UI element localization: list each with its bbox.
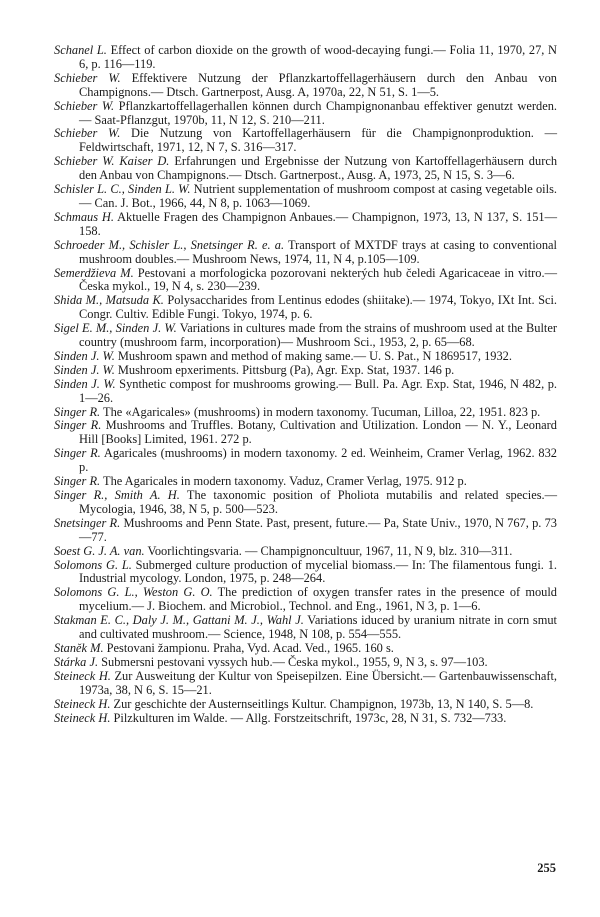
reference-entry [54,72,557,100]
reference-author: Solomons G. L., Weston G. O. [54,585,213,600]
reference-entry [54,183,557,211]
reference-entry [54,489,557,517]
reference-author: Singer R. [54,418,102,433]
reference-text: Polysaccharides from Lentinus edodes (shiitake).— 1974, Tokyo, IXt Int. Sci. Congr. Cultiv. Edible Fungi. Tokyo, 1974, p. 6. [79,293,557,322]
reference-author: Steineck H. [54,696,111,711]
reference-text: Zur geschichte der Austernseitlings Kultur. Champignon, 1973b, 13, N 140, S. 5—8. [110,696,534,711]
reference-entry [54,294,557,322]
reference-entry [54,100,557,128]
reference-text: Transport of MXTDF trays at casing to conventional mushroom doubles.— Mushroom News, 1974, 11, N 4, p.105—109. [79,237,557,266]
reference-entry [54,364,557,378]
reference-entry [54,44,557,72]
reference-author: Sinden J. W. [54,376,116,391]
reference-text: Pestovani žampionu. Praha, Vyd. Acad. Ved., 1965. 160 s. [103,640,394,655]
reference-entry [54,545,557,559]
reference-author: Semerdžieva M. [54,265,134,280]
reference-entry [54,350,557,364]
reference-author: Schieber W. Kaiser D. [54,154,170,169]
reference-text: Voorlichtingsvaria. — Champignoncultuur, 1967, 11, N 9, blz. 310—311. [144,543,513,558]
reference-text: Synthetic compost for mushrooms growing.— Bull. Pa. Agr. Exp. Stat, 1946, N 482, p. 1—26. [79,376,558,405]
reference-text: Variations iduced by uranium nitrate in corn smut and cultivated mushroom.— Science, 1948, N 108, p. 554—555. [79,613,557,642]
reference-author: Sinden J. W. [54,362,115,377]
reference-text: Effektivere Nutzung der Pflanzkartoffellagerhäusern durch den Anbau von Champignons.— Dtsch. Gartnerpost, Ausg. A, 1970a, 22, N 51, S. 1—5. [79,70,557,99]
reference-author: Soest G. J. A. van. [54,543,145,558]
reference-entry [54,127,557,155]
reference-entry [54,475,557,489]
reference-text: Mushroom epxeriments. Pittsburg (Pa), Agr. Exp. Stat, 1937. 146 p. [114,362,455,377]
reference-author: Singer R. [54,404,101,419]
reference-text: Mushrooms and Truffles. Botany, Cultivation and Utilization. London — N. Y., Leonard Hill [Books] Limited, 1961. 272 p. [79,418,557,447]
reference-entry [54,406,557,420]
reference-entry [54,267,557,295]
reference-text: Mushrooms and Penn State. Past, present, future.— Pa, State Univ., 1970, N 767, p. 73—77. [79,515,557,544]
reference-text: The Agaricales in modern taxonomy. Vaduz, Cramer Verlag, 1975. 912 p. [100,474,467,489]
reference-text: Mushroom spawn and method of making same.— U. S. Pat., N 1869517, 1932. [114,348,512,363]
reference-text: The «Agaricales» (mushrooms) in modern taxonomy. Tucuman, Lilloa, 22, 1951. 823 p. [100,404,541,419]
reference-author: Schroeder M., Schisler L., Snetsinger R. e. a. [54,237,285,252]
reference-text: Effect of carbon dioxide on the growth of wood-decaying fungi.— Folia 11, 1970, 27, N 6, p. 116—119. [79,43,557,71]
reference-author: Schieber W. [54,126,121,141]
reference-author: Snetsinger R. [54,515,121,530]
reference-text: Agaricales (mushrooms) in modern taxonomy. 2 ed. Weinheim, Cramer Verlag, 1962. 832 p. [79,446,557,475]
reference-author: Singer R., Smith A. H. [54,488,180,502]
reference-text: Die Nutzung von Kartoffellagerhäusern für die Champignonproduktion. — Feldwirtschaft, 1971, 12, N 7, S. 316—317. [79,126,557,155]
reference-entry [54,670,557,698]
page-number: 255 [537,861,556,875]
reference-entry [54,559,557,587]
reference-author: Schieber W. [54,98,115,113]
reference-entry [54,419,557,447]
reference-author: Schmaus H. [54,209,114,224]
reference-author: Sigel E. M., Sinden J. W. [54,321,177,336]
reference-text: The prediction of oxygen transfer rates in the presence of mould mycelium.— J. Biochem. and Microbiol., Technol. and Eng., 1961, N 3, p. 1—6. [79,585,557,614]
reference-author: Schisler L. C., Sinden L. W. [54,182,191,197]
reference-text: The taxonomic position of Pholiota mutabilis and related species.— Mycologia, 1946, 38, N 5, p. 500—523. [79,488,558,516]
reference-author: Staněk M. [54,640,104,655]
reference-entry [54,211,557,239]
reference-author: Singer R. [54,474,101,489]
reference-entry [54,698,557,712]
reference-entry [54,586,557,614]
reference-text: Zur Ausweitung der Kultur von Speisepilzen. Eine Übersicht.— Gartenbauwissenschaft, 1973a, 38, N 6, S. 15—21. [79,668,558,697]
reference-text: Nutrient supplementation of mushroom compost at casing vegetable oils.— Can. J. Bot., 1966, 44, N 8, p. 1063—1069. [79,182,557,210]
reference-author: Stárka J. [54,654,99,669]
reference-author: Schieber W. [54,70,121,85]
reference-entry [54,614,557,642]
reference-entry [54,642,557,656]
reference-author: Schanel L. [54,43,107,57]
reference-text: Pestovani a morfologicka pozorovani nekterých hub čeledi Agaricaceae in vitro.— Česka mykol., 19, N 4, s. 230—239. [79,265,557,294]
reference-author: Sinden J. W. [54,348,115,363]
reference-author: Solomons G. L. [54,557,132,572]
reference-entry [54,155,557,183]
reference-entry [54,656,557,670]
reference-author: Steineck H. [54,668,111,683]
reference-text: Submersni pestovani vyssych hub.— Česka mykol., 1955, 9, N 3, s. 97—103. [98,654,488,669]
reference-author: Steineck H. [54,710,111,725]
reference-text: Pflanzkartoffellagerhallen können durch Champignonanbau effektiver genutzt werden.— Saat-Pflanzgut, 1970b, 11, N 12, S. 210—211. [79,98,557,127]
reference-entry [54,378,557,406]
reference-author: Stakman E. C., Daly J. M., Gattani M. J., Wahl J. [54,613,304,628]
reference-entry [54,239,557,267]
reference-entry [54,517,557,545]
reference-list [54,44,557,725]
reference-text: Variations in cultures made from the strains of mushroom used at the Bulter country (mushroom farm, incorporation)— Mushroom Sci., 1953, 2, p. 65—68. [79,321,557,350]
reference-entry [54,322,557,350]
reference-author: Shida M., Matsuda K. [54,293,164,308]
reference-entry [54,447,557,475]
reference-entry [54,712,557,726]
reference-author: Singer R. [54,446,101,461]
reference-text: Aktuelle Fragen des Champignon Anbaues.— Champignon, 1973, 13, N 137, S. 151—158. [79,209,557,238]
reference-text: Pilzkulturen im Walde. — Allg. Forstzeitschrift, 1973c, 28, N 31, S. 732—733. [110,710,507,725]
reference-text: Erfahrungen und Ergebnisse der Nutzung von Kartoffellagerhäusern durch den Anbau von Champignons.— Dtsch. Gartnerpost., Ausg. A, 1973, 25, N 15, S. 3—6. [79,154,558,183]
reference-text: Submerged culture production of mycelial biomass.— In: The filamentous fungi. 1. Industrial mycology. London, 1975, p. 248—264. [79,557,557,586]
